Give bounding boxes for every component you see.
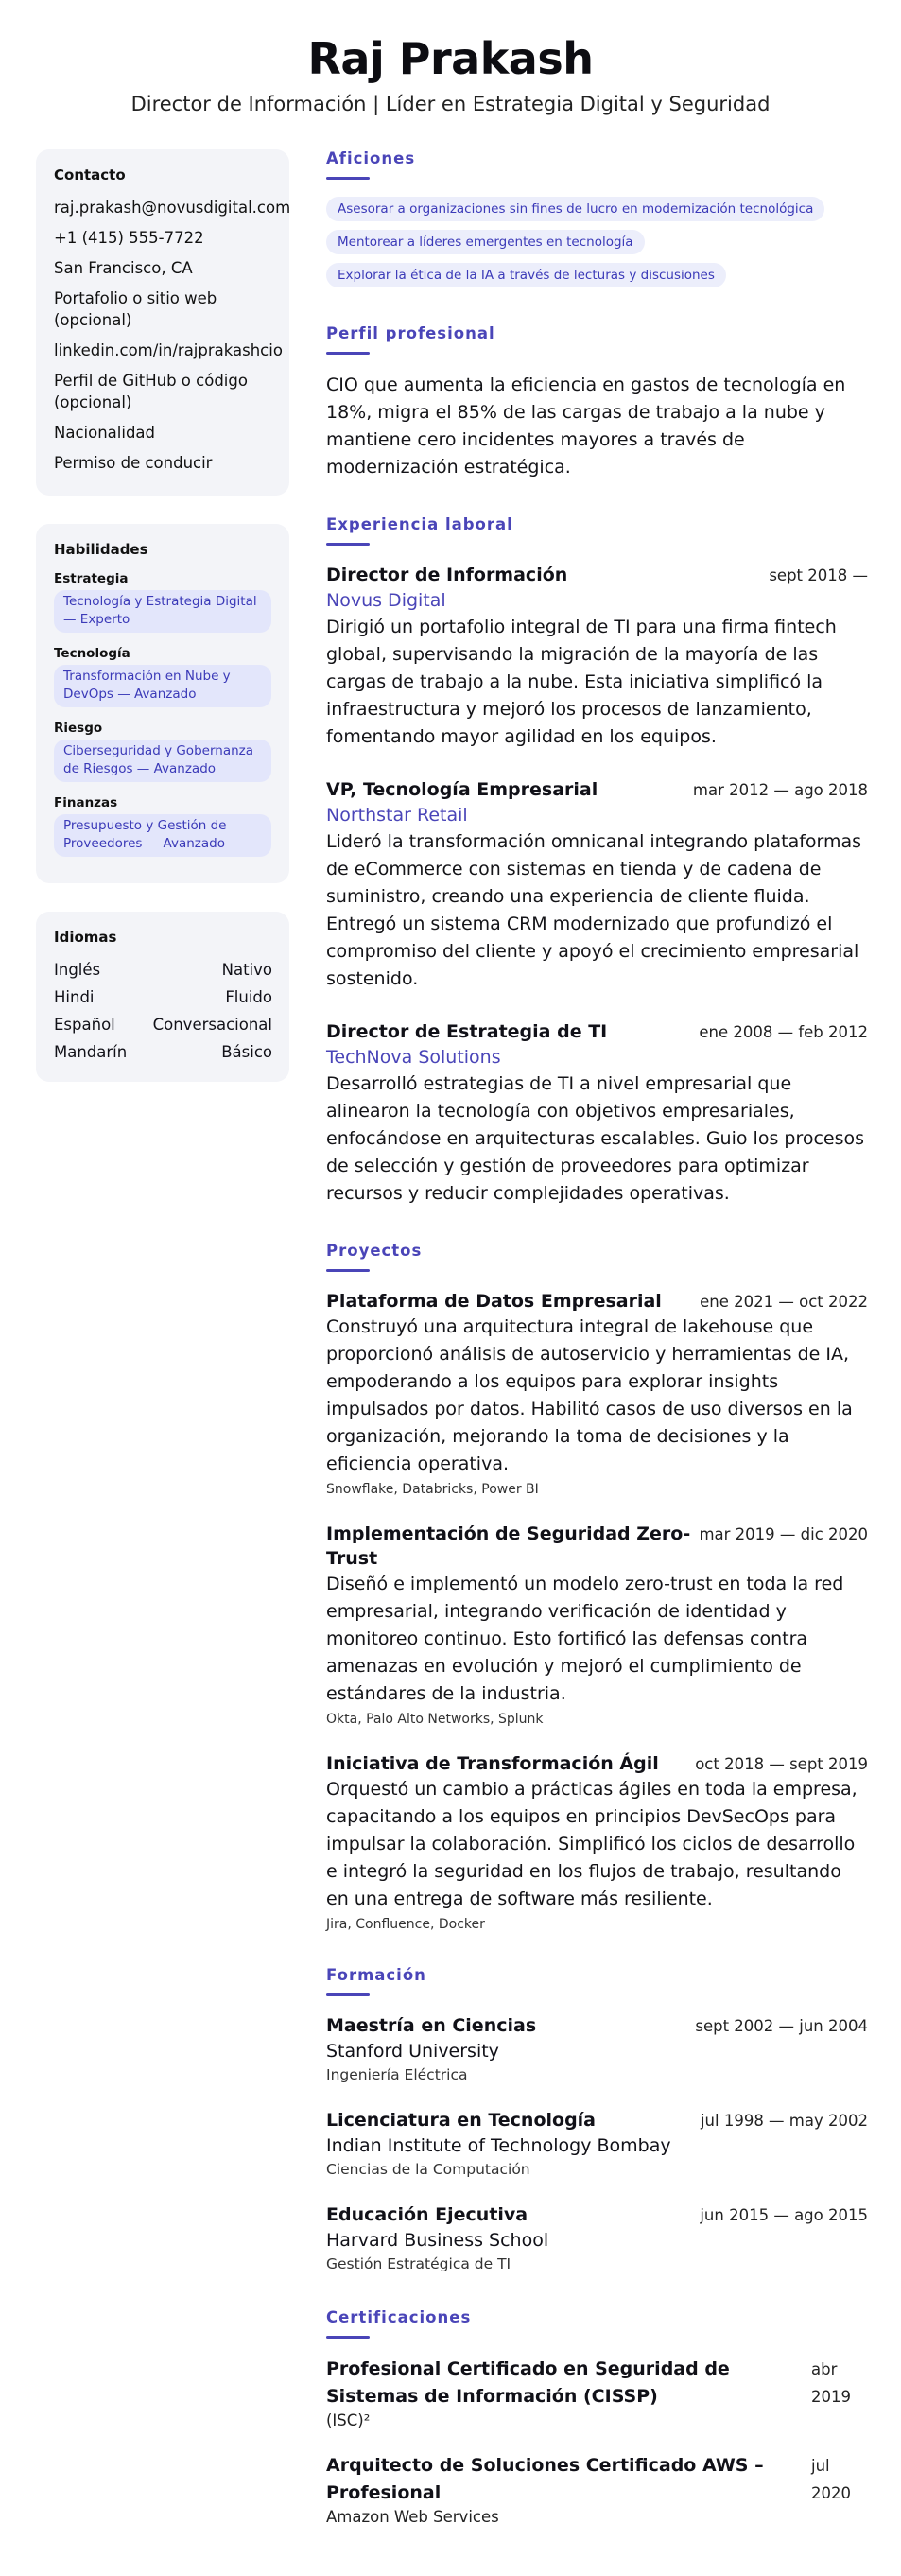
certification-issuer: (ISC)²: [326, 2411, 371, 2429]
project-name: Plataforma de Datos Empresarial: [326, 1291, 662, 1312]
certification-date: abr 2019: [811, 2360, 851, 2406]
language-row: [54, 1041, 272, 1063]
languages-card: [36, 912, 289, 1082]
project-entry: [326, 1522, 868, 1727]
contact-linkedin[interactable]: linkedin.com/in/rajprakashcio: [54, 341, 283, 359]
section-divider: [326, 1993, 370, 1996]
project-entry: [326, 1289, 868, 1497]
project-date: ene 2021 — oct 2022: [700, 1293, 868, 1311]
contact-license: Permiso de conducir: [54, 454, 213, 472]
project-tags: Jira, Confluence, Docker: [326, 1917, 485, 1932]
language-row: [54, 959, 272, 981]
language-row: [54, 1014, 272, 1036]
language-name: Mandarín: [54, 1043, 128, 1061]
skill-group: [54, 646, 272, 707]
education-entry: [326, 2013, 868, 2085]
certification-date: jul 2020: [811, 2457, 851, 2502]
education-date: jul 1998 — may 2002: [700, 2112, 868, 2130]
section-title: Proyectos: [326, 1242, 423, 1260]
section-title: Certificaciones: [326, 2308, 472, 2326]
section-divider: [326, 352, 370, 355]
skill-category: Tecnología: [54, 646, 130, 661]
project-description: Orquestó un cambio a prácticas ágiles en toda la empresa, capacitando a los equipos en principios DevSecOps para impulsar la colaboración. Simplificó los ciclos de desarrollo e integró la seguridad en los flujos de trabajo, resultando en una entrega de software más resiliente.: [326, 1779, 858, 1909]
profile-section: [326, 324, 868, 481]
project-name: Implementación de Seguridad Zero-Trust: [326, 1523, 691, 1569]
language-level: Conversacional: [152, 1016, 272, 1034]
language-name: Hindi: [54, 988, 95, 1006]
job-company: TechNova Solutions: [326, 1047, 501, 1068]
project-date: oct 2018 — sept 2019: [695, 1755, 868, 1773]
sidebar: [36, 149, 289, 1110]
job-description: Lideró la transformación omnicanal integrando plataformas de eCommerce con sistemas en tienda y de cadena de suministro, creando una experiencia de cliente fluida. Entregó un sistema CRM modernizado que profundizó el compromiso del cliente y apoyó el crecimiento empresarial sostenido.: [326, 831, 862, 989]
skills-title: Habilidades: [54, 541, 148, 558]
section-title: Perfil profesional: [326, 324, 495, 342]
education-field: Ciencias de la Computación: [326, 2161, 530, 2178]
language-level: Básico: [221, 1043, 272, 1061]
hobby-badge: Mentorear a líderes emergentes en tecnología: [326, 230, 645, 254]
skills-card: [36, 524, 289, 883]
skill-badge: Transformación en Nube y DevOps — Avanzado: [54, 665, 271, 707]
contact-email[interactable]: raj.prakash@novusdigital.com: [54, 199, 291, 217]
education-degree: Maestría en Ciencias: [326, 2015, 537, 2036]
education-school: Indian Institute of Technology Bombay: [326, 2135, 671, 2156]
job-entry: [326, 563, 868, 751]
language-name: Español: [54, 1016, 115, 1034]
main-content: [326, 149, 868, 2528]
hobby-badge: Explorar la ética de la IA a través de lecturas y discusiones: [326, 263, 726, 287]
education-section: [326, 1966, 868, 2274]
skill-category: Riesgo: [54, 721, 103, 736]
certifications-section: [326, 2308, 868, 2528]
certification-issuer: Amazon Web Services: [326, 2508, 499, 2526]
contact-github[interactable]: Perfil de GitHub o código (opcional): [54, 372, 248, 411]
person-title: Director de Información | Líder en Estrategia Digital y Seguridad: [130, 93, 771, 115]
education-entry: [326, 2108, 868, 2180]
certification-entry: [326, 2452, 868, 2528]
project-description: Diseñó e implementó un modelo zero-trust en toda la red empresarial, integrando verificación de identidad y monitoreo continuo. Esto fortificó las defensas contra amenazas en evolución y mejoró el cumplimiento de estándares de la industria.: [326, 1574, 844, 1704]
hobby-badge: Asesorar a organizaciones sin fines de lucro en modernización tecnológica: [326, 197, 824, 221]
project-entry: [326, 1751, 868, 1932]
skill-badge: Presupuesto y Gestión de Proveedores — Avanzado: [54, 814, 271, 857]
skill-badge: Tecnología y Estrategia Digital — Experto: [54, 590, 271, 633]
certification-name: Arquitecto de Soluciones Certificado AWS – Profesional: [326, 2455, 764, 2503]
job-description: Desarrolló estrategias de TI a nivel empresarial que alinearon la tecnología con objetivos empresariales, enfocándose en arquitecturas escalables. Guio los procesos de selección y gestión de proveedores para optimizar recursos y reducir complejidades operativas.: [326, 1073, 865, 1204]
certification-entry: [326, 2356, 868, 2431]
job-role: VP, Tecnología Empresarial: [326, 779, 598, 800]
contact-location: San Francisco, CA: [54, 259, 193, 277]
project-name: Iniciativa de Transformación Ágil: [326, 1753, 659, 1774]
job-company: Novus Digital: [326, 590, 446, 611]
project-date: mar 2019 — dic 2020: [699, 1525, 868, 1543]
language-row: [54, 986, 272, 1008]
project-tags: Snowflake, Databricks, Power BI: [326, 1482, 539, 1497]
section-title: Formación: [326, 1966, 426, 1984]
job-role: Director de Estrategia de TI: [326, 1021, 608, 1042]
education-field: Gestión Estratégica de TI: [326, 2255, 511, 2272]
projects-section: [326, 1242, 868, 1932]
section-divider: [326, 543, 370, 546]
section-divider: [326, 2336, 370, 2339]
contact-title: Contacto: [54, 166, 126, 183]
job-date: mar 2012 — ago 2018: [692, 781, 868, 799]
contact-phone[interactable]: +1 (415) 555-7722: [54, 229, 204, 247]
language-level: Fluido: [225, 988, 272, 1006]
job-entry: [326, 1019, 868, 1208]
hobbies-section: [326, 149, 868, 296]
language-level: Nativo: [221, 961, 272, 979]
education-degree: Educación Ejecutiva: [326, 2204, 528, 2225]
education-field: Ingeniería Eléctrica: [326, 2066, 468, 2083]
job-date: sept 2018 —: [769, 566, 868, 584]
certification-name: Profesional Certificado en Seguridad de Sistemas de Información (CISSP): [326, 2358, 730, 2407]
experience-section: [326, 515, 868, 1208]
skill-group: [54, 721, 272, 782]
job-date: ene 2008 — feb 2012: [699, 1023, 868, 1041]
language-name: Inglés: [54, 961, 101, 979]
languages-title: Idiomas: [54, 929, 117, 946]
skill-badge: Ciberseguridad y Gobernanza de Riesgos — Avanzado: [54, 740, 271, 782]
skill-category: Finanzas: [54, 795, 118, 810]
contact-card: [36, 149, 289, 496]
project-tags: Okta, Palo Alto Networks, Splunk: [326, 1712, 544, 1727]
section-divider: [326, 177, 370, 180]
section-title: Experiencia laboral: [326, 515, 513, 533]
skill-group: [54, 571, 272, 633]
contact-nationality: Nacionalidad: [54, 424, 156, 442]
hobby-list: [326, 197, 868, 296]
education-degree: Licenciatura en Tecnología: [326, 2110, 596, 2131]
profile-summary: CIO que aumenta la eficiencia en gastos de tecnología en 18%, migra el 85% de las cargas de trabajo a la nube y mantiene cero incidentes mayores a través de modernización estratégica.: [326, 374, 846, 478]
job-role: Director de Información: [326, 565, 568, 585]
resume-header: [0, 0, 901, 117]
job-company: Northstar Retail: [326, 805, 468, 826]
education-school: Stanford University: [326, 2041, 499, 2062]
skill-group: [54, 795, 272, 857]
job-description: Dirigió un portafolio integral de TI para una firma fintech global, supervisando la migración de la mayoría de las cargas de trabajo a la nube. Esta iniciativa simplificó la infraestructura y mejoró los procesos de lanzamiento, fomentando mayor agilidad en los equipos.: [326, 617, 837, 747]
job-entry: [326, 777, 868, 993]
section-divider: [326, 1269, 370, 1272]
skill-category: Estrategia: [54, 571, 129, 586]
education-school: Harvard Business School: [326, 2230, 549, 2251]
education-date: jun 2015 — ago 2015: [700, 2206, 868, 2224]
education-date: sept 2002 — jun 2004: [695, 2017, 868, 2035]
person-name: Raj Prakash: [307, 33, 594, 84]
education-entry: [326, 2202, 868, 2274]
section-title: Aficiones: [326, 149, 416, 167]
contact-portfolio[interactable]: Portafolio o sitio web (opcional): [54, 289, 217, 329]
project-description: Construyó una arquitectura integral de lakehouse que proporcionó análisis de autoservicio y herramientas de IA, empoderando a los equipos para explorar insights impulsados por datos. Habilitó casos de uso diversos en la organización, mejorando la toma de decisiones y la eficiencia operativa.: [326, 1316, 853, 1474]
